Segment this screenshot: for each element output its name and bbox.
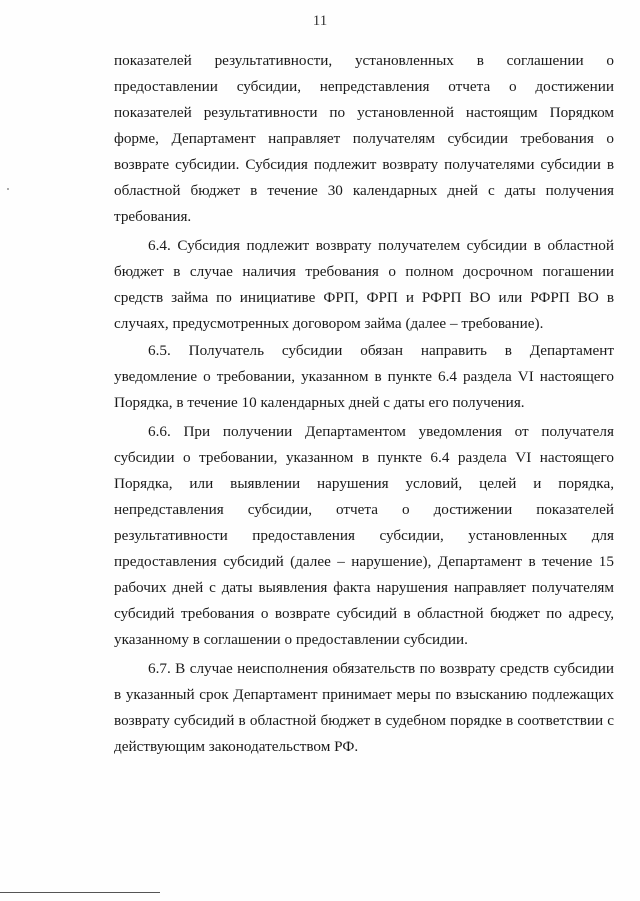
text-line: 6.6. При получении Департаментом уведомления от получателя [148, 423, 614, 440]
text-line: 6.5. Получатель субсидии обязан направить в Департамент [148, 342, 614, 359]
text-line: уведомление о требовании, указанном в пункте 6.4 раздела VI настоящего [114, 368, 614, 385]
text-line: показателей результативности по установленной настоящим Порядком [114, 104, 614, 121]
text-line: бюджет в случае наличия требования о полном досрочном погашении [114, 263, 614, 280]
text-line: субсидий требования о возврате субсидий в областной бюджет по адресу, [114, 605, 614, 622]
text-line: 6.4. Субсидия подлежит возврату получателем субсидии в областной [148, 237, 614, 254]
text-line: возврату субсидий в областной бюджет в судебном порядке в соответствии с [114, 712, 614, 729]
text-line: 6.7. В случае неисполнения обязательств по возврату средств субсидии [148, 660, 614, 677]
text-line: непредставления субсидии, отчета о достижении показателей [114, 501, 614, 518]
text-line: форме, Департамент направляет получателям субсидии требования о [114, 130, 614, 147]
text-line: субсидии о требовании, указанном в пункте 6.4 раздела VI настоящего [114, 449, 614, 466]
text-line: случаях, предусмотренных договором займа (далее – требование). [114, 315, 544, 332]
text-line: рабочих дней с даты выявления факта нарушения направляет получателям [114, 579, 614, 596]
text-line: возврате субсидии. Субсидия подлежит возврату получателями субсидии в [114, 156, 614, 173]
text-line: Порядка, или выявлении нарушения условий, целей и порядка, [114, 475, 614, 492]
text-line: средств займа по инициативе ФРП, ФРП и РФРП ВО или РФРП ВО в [114, 289, 614, 306]
text-line: предоставления субсидий (далее – нарушение), Департамент в течение 15 [114, 553, 614, 570]
text-line: в указанный срок Департамент принимает меры по взысканию подлежащих [114, 686, 614, 703]
text-line: областной бюджет в течение 30 календарных дней с даты получения [114, 182, 614, 199]
page-number: 11 [312, 13, 328, 29]
text-line: указанному в соглашении о предоставлении субсидии. [114, 631, 468, 648]
text-line: предоставлении субсидии, непредставления отчета о достижении [114, 78, 614, 95]
text-line: показателей результативности, установленных в соглашении о [114, 52, 614, 69]
text-line: действующим законодательством РФ. [114, 738, 359, 755]
text-line: Порядка, в течение 10 календарных дней с даты его получения. [114, 394, 525, 411]
text-line: требования. [114, 208, 192, 225]
text-line: результативности предоставления субсидии, установленных для [114, 527, 614, 544]
footer-rule [0, 892, 160, 893]
scan-mark [7, 188, 9, 190]
